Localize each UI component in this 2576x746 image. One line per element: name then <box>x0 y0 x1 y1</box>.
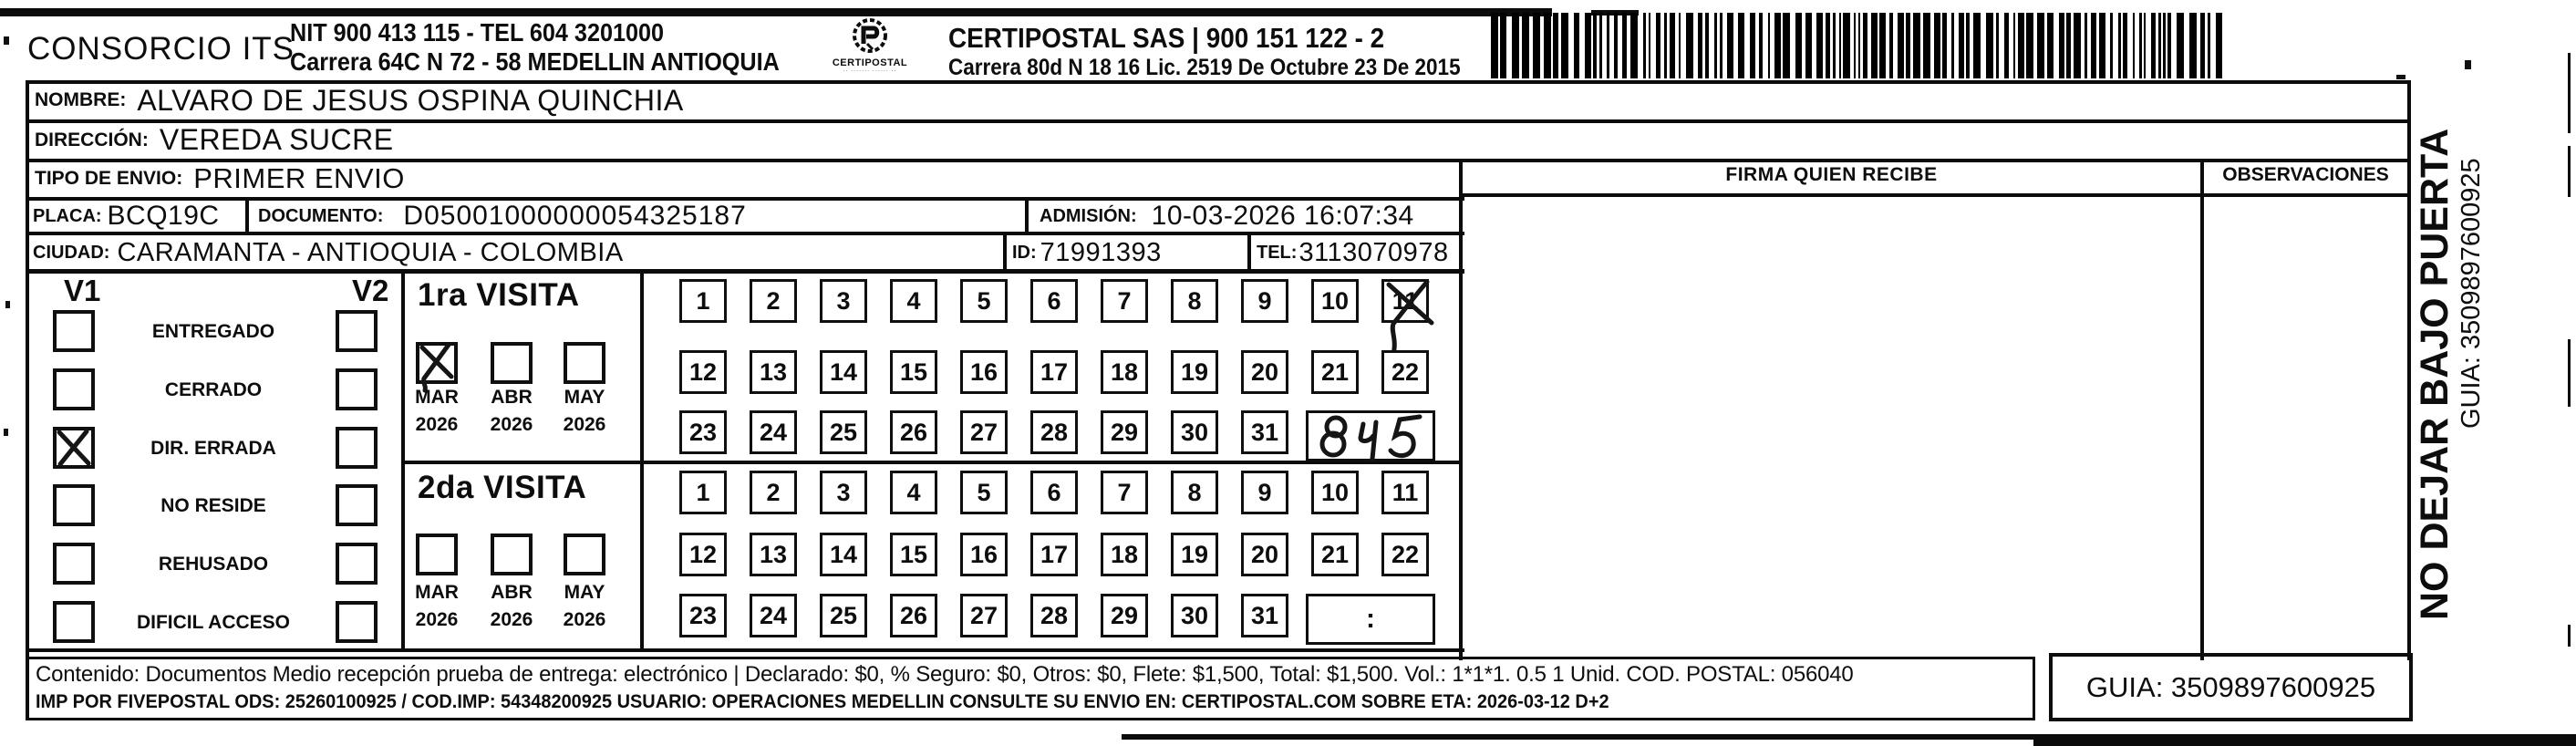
barcode-bar <box>1533 13 1540 78</box>
status-option-label: CERRADO <box>164 378 263 400</box>
v1-header: V1 <box>64 274 101 307</box>
month-label: ABR <box>491 582 533 603</box>
day-checkbox-4[interactable]: 4 <box>890 471 937 514</box>
day-checkbox-5[interactable]: 5 <box>960 471 1008 514</box>
barcode-bar <box>1561 13 1568 78</box>
day-checkbox-12[interactable]: 12 <box>679 350 727 394</box>
barcode-bar <box>1656 13 1660 78</box>
documento-label: DOCUMENTO: <box>258 205 384 226</box>
day-checkbox-23[interactable]: 23 <box>679 410 727 454</box>
side-note-no-dejar: NO DEJAR BAJO PUERTA <box>2413 128 2457 621</box>
status-option-label: DIFICIL ACCESO <box>136 612 290 633</box>
day-checkbox-25[interactable]: 25 <box>820 594 867 637</box>
barcode-bar <box>2099 13 2105 78</box>
barcode-bar <box>1599 13 1602 78</box>
barcode-bar <box>2151 13 2156 78</box>
month-label: MAY <box>564 387 605 408</box>
day-checkbox-22[interactable]: 22 <box>1381 350 1429 394</box>
direccion-value: VEREDA SUCRE <box>159 123 394 156</box>
certipostal-logo-label: CERTIPOSTAL <box>832 57 908 68</box>
handwritten-x-mark <box>52 425 103 483</box>
day-checkbox-22[interactable]: 22 <box>1381 533 1429 576</box>
tel-label: TEL: <box>1257 242 1298 263</box>
status-option-label: NO RESIDE <box>160 495 266 517</box>
barcode-bar <box>1898 13 1904 78</box>
right-edge-scan-line <box>2568 625 2571 647</box>
day-checkbox-18[interactable]: 18 <box>1101 350 1148 394</box>
second-visit-title: 2da VISITA <box>418 470 587 505</box>
id-label: ID: <box>1012 242 1037 263</box>
tel-value: 3113070978 <box>1298 237 1449 267</box>
right-edge-scan-line <box>2568 339 2571 407</box>
month-checkbox-abr[interactable] <box>491 342 533 384</box>
v2-checkbox-cerrado[interactable] <box>336 368 378 410</box>
firma-quien-recibe-header: FIRMA QUIEN RECIBE <box>1725 164 1938 185</box>
top-scan-bar <box>0 8 1552 16</box>
day-checkbox-25[interactable]: 25 <box>820 410 867 454</box>
first-visit-title: 1ra VISITA <box>418 277 580 313</box>
observaciones-area[interactable] <box>2204 197 2407 648</box>
barcode-bar <box>1705 13 1709 78</box>
barcode-bar <box>1714 13 1717 78</box>
certipostal-logo <box>828 16 912 77</box>
barcode-bar <box>1553 13 1558 78</box>
day-checkbox-30[interactable]: 30 <box>1171 410 1218 454</box>
day-checkbox-24[interactable]: 24 <box>750 410 797 454</box>
month-checkbox-mar[interactable] <box>416 534 458 575</box>
day-checkbox-6[interactable]: 6 <box>1030 471 1078 514</box>
day-checkbox-11[interactable]: 11 <box>1381 471 1429 514</box>
status-option-label: REHUSADO <box>158 554 269 575</box>
barcode-bar <box>2013 13 2015 78</box>
barcode-bar <box>2110 13 2113 78</box>
barcode-bar <box>1679 13 1681 78</box>
day-checkbox-2[interactable]: 2 <box>750 471 797 514</box>
barcode-bar <box>1574 13 1579 78</box>
month-year-label: 2026 <box>563 609 606 630</box>
day-checkbox-1[interactable]: 1 <box>679 279 727 323</box>
right-edge-scan-line <box>2568 53 2571 133</box>
footer-info-box <box>26 657 2035 720</box>
footer-line2: IMP POR FIVEPOSTAL ODS: 25260100925 / COD.IMP: 54348200925 USUARIO: OPERACIONES MEDELLIN CONSULTE SU ENVIO EN: CERTIPOSTAL.COM SOBRE ETA: 2026-03-12 D+2 <box>36 691 1609 712</box>
barcode-bar <box>1805 13 1812 78</box>
day-checkbox-26[interactable]: 26 <box>890 410 937 454</box>
barcode-bar <box>1664 13 1667 78</box>
barcode-bar <box>1871 13 1878 78</box>
month-year-label: 2026 <box>490 609 533 630</box>
day-checkbox-30[interactable]: 30 <box>1171 594 1218 637</box>
barcode-bar <box>1839 13 1841 78</box>
right-edge-scan-line <box>2568 146 2571 197</box>
day-checkbox-13[interactable]: 13 <box>750 350 797 394</box>
v2-checkbox-dificil-acceso[interactable] <box>336 601 378 643</box>
certipostal-logo-subtext: ·· ······· ······ ·· <box>843 68 897 74</box>
month-year-label: 2026 <box>415 609 459 630</box>
barcode-bar <box>1630 13 1638 78</box>
barcode-bar <box>1585 13 1591 78</box>
day-checkbox-27[interactable]: 27 <box>960 410 1008 454</box>
day-checkbox-31[interactable]: 31 <box>1241 594 1288 637</box>
ciudad-label: CIUDAD: <box>33 242 110 263</box>
nombre-label: NOMBRE: <box>35 89 127 110</box>
certipostal-line2: Carrera 80d N 18 16 Lic. 2519 De Octubre 23 De 2015 <box>948 55 1461 80</box>
day-checkbox-28[interactable]: 28 <box>1030 594 1078 637</box>
day-checkbox-23[interactable]: 23 <box>679 594 727 637</box>
day-checkbox-24[interactable]: 24 <box>750 594 797 637</box>
barcode-bar <box>2026 13 2033 78</box>
barcode-bar <box>1906 13 1910 78</box>
day-checkbox-20[interactable]: 20 <box>1241 533 1288 576</box>
day-checkbox-28[interactable]: 28 <box>1030 410 1078 454</box>
status-option-label: ENTREGADO <box>151 321 275 342</box>
certipostal-logo-icon <box>849 16 891 57</box>
barcode-bar <box>1942 13 1947 78</box>
status-option-label: DIR. ERRADA <box>150 437 276 459</box>
guia-number: GUIA: 3509897600925 <box>2085 670 2376 703</box>
v1-checkbox-rehusado[interactable] <box>53 543 95 585</box>
barcode-bar <box>1544 13 1551 78</box>
side-note-guia: GUIA: 3509897600925 <box>2457 158 2486 430</box>
barcode-bar <box>1816 13 1823 78</box>
day-checkbox-8[interactable]: 8 <box>1171 471 1218 514</box>
month-year-label: 2026 <box>490 414 533 435</box>
barcode-bar <box>1649 13 1650 78</box>
barcode-bar <box>1889 13 1893 78</box>
barcode-bar <box>2158 13 2161 78</box>
barcode-bar <box>2208 13 2210 78</box>
v1-checkbox-dir-errada[interactable] <box>53 427 95 469</box>
v2-checkbox-dir-errada[interactable] <box>336 427 378 469</box>
barcode-bar <box>1593 13 1597 78</box>
month-label: MAY <box>564 582 605 603</box>
barcode-bar <box>2123 13 2127 78</box>
day-checkbox-6[interactable]: 6 <box>1030 279 1078 323</box>
footer-line1: Contenido: Documentos Medio recepción prueba de entrega: electrónico | Declarado: $0, % Seguro: $0, Otros: $0, Flete: $1,500, Total: $1,500. Vol.: 1*1*1. 0.5 1 Unid. COD. POSTAL: 056040 <box>36 662 1854 687</box>
day-checkbox-31[interactable]: 31 <box>1241 410 1288 454</box>
day-checkbox-10[interactable]: 10 <box>1311 471 1359 514</box>
barcode-bar <box>2085 13 2087 78</box>
day-checkbox-7[interactable]: 7 <box>1101 279 1148 323</box>
ciudad-value: CARAMANTA - ANTIOQUIA - COLOMBIA <box>117 237 624 267</box>
month-label: MAR <box>415 387 459 408</box>
documento-value: D05001000000054325187 <box>403 201 747 231</box>
barcode-bar <box>1833 13 1836 78</box>
v2-checkbox-rehusado[interactable] <box>336 543 378 585</box>
day-checkbox-18[interactable]: 18 <box>1101 533 1148 576</box>
barcode-bar <box>2200 13 2205 78</box>
barcode-bar <box>1614 13 1618 78</box>
observaciones-header: OBSERVACIONES <box>2222 164 2389 185</box>
month-year-label: 2026 <box>415 414 459 435</box>
day-checkbox-5[interactable]: 5 <box>960 279 1008 323</box>
barcode-bar <box>2139 13 2142 78</box>
barcode-bar <box>2118 13 2121 78</box>
scan-dot <box>2465 60 2471 69</box>
month-label: MAR <box>415 582 459 603</box>
day-checkbox-27[interactable]: 27 <box>960 594 1008 637</box>
v2-checkbox-entregado[interactable] <box>336 310 378 352</box>
day-checkbox-19[interactable]: 19 <box>1171 350 1218 394</box>
barcode-bar <box>1750 13 1755 78</box>
admision-label: ADMISIÓN: <box>1040 205 1137 226</box>
scan-dot <box>2396 75 2405 79</box>
day-checkbox-10[interactable]: 10 <box>1311 279 1359 323</box>
id-value: 71991393 <box>1040 237 1162 267</box>
scan-dot <box>4 36 9 45</box>
day-checkbox-29[interactable]: 29 <box>1101 594 1148 637</box>
v1-checkbox-entregado[interactable] <box>53 310 95 352</box>
barcode-bar <box>1607 13 1609 78</box>
handwritten-845 <box>1312 409 1431 462</box>
barcode-bar <box>2144 13 2146 78</box>
second-visit-time-box[interactable] <box>1306 594 1435 645</box>
month-checkbox-abr[interactable] <box>491 534 533 575</box>
scan-dot <box>5 301 10 308</box>
day-checkbox-13[interactable]: 13 <box>750 533 797 576</box>
v2-checkbox-no-reside[interactable] <box>336 484 378 526</box>
barcode-bar <box>2133 13 2135 78</box>
day-checkbox-11[interactable]: 11 <box>1381 279 1429 323</box>
first-visit-time-box[interactable] <box>1306 410 1435 461</box>
placa-value: BCQ19C <box>107 201 220 231</box>
firma-signature-area[interactable] <box>1463 197 2200 648</box>
nombre-value: ALVARO DE JESUS OSPINA QUINCHIA <box>137 83 684 117</box>
v1-checkbox-no-reside[interactable] <box>53 484 95 526</box>
barcode-bar <box>1759 13 1763 78</box>
barcode-bar <box>2047 13 2054 78</box>
admision-value: 10-03-2026 16:07:34 <box>1151 201 1414 231</box>
day-checkbox-16[interactable]: 16 <box>960 350 1008 394</box>
day-checkbox-8[interactable]: 8 <box>1171 279 1218 323</box>
day-checkbox-15[interactable]: 15 <box>890 533 937 576</box>
barcode-bar <box>1934 13 1940 78</box>
handwritten-cross-out <box>1377 275 1441 362</box>
barcode-bar <box>1670 13 1675 78</box>
barcode-bar <box>1768 13 1770 78</box>
company-name: CONSORCIO ITS <box>27 31 295 67</box>
day-checkbox-4[interactable]: 4 <box>890 279 937 323</box>
day-checkbox-29[interactable]: 29 <box>1101 410 1148 454</box>
day-checkbox-14[interactable]: 14 <box>820 350 867 394</box>
company-nit-line: NIT 900 413 115 - TEL 604 3201000 <box>290 18 665 47</box>
day-checkbox-17[interactable]: 17 <box>1030 533 1078 576</box>
day-checkbox-12[interactable]: 12 <box>679 533 727 576</box>
barcode-bar <box>1863 13 1867 78</box>
month-checkbox-mar[interactable] <box>416 342 458 384</box>
barcode-bar <box>1858 13 1860 78</box>
barcode-bar <box>1879 13 1886 78</box>
barcode-bar <box>1843 13 1850 78</box>
day-checkbox-9[interactable]: 9 <box>1241 279 1288 323</box>
barcode-bar <box>1686 13 1693 78</box>
day-checkbox-19[interactable]: 19 <box>1171 533 1218 576</box>
bottom-scan-line <box>2033 738 2576 746</box>
day-checkbox-26[interactable]: 26 <box>890 594 937 637</box>
barcode-bar <box>2163 13 2166 78</box>
day-checkbox-1[interactable]: 1 <box>679 471 727 514</box>
barcode-bar <box>1854 13 1856 78</box>
day-checkbox-15[interactable]: 15 <box>890 350 937 394</box>
day-checkbox-14[interactable]: 14 <box>820 533 867 576</box>
barcode-bar <box>1973 13 1981 78</box>
barcode-bar <box>1826 13 1830 78</box>
day-checkbox-2[interactable]: 2 <box>750 279 797 323</box>
barcode-bar <box>2004 13 2009 78</box>
month-checkbox-may[interactable] <box>564 342 605 384</box>
barcode-bar <box>1774 13 1781 78</box>
barcode-bar <box>2091 13 2096 78</box>
month-year-label: 2026 <box>563 414 606 435</box>
tipo-envio-label: TIPO DE ENVIO: <box>35 168 183 189</box>
barcode-bar <box>1727 13 1733 78</box>
v2-header: V2 <box>352 274 389 307</box>
v1-checkbox-dificil-acceso[interactable] <box>53 601 95 643</box>
barcode-bar <box>1996 13 1999 78</box>
barcode-bar <box>1923 13 1930 78</box>
day-checkbox-21[interactable]: 21 <box>1311 533 1359 576</box>
day-checkbox-9[interactable]: 9 <box>1241 471 1288 514</box>
barcode-bar <box>2167 13 2171 78</box>
barcode-bar <box>1966 13 1970 78</box>
time-colon: : <box>1366 604 1375 634</box>
barcode-bar <box>1795 13 1802 78</box>
day-checkbox-20[interactable]: 20 <box>1241 350 1288 394</box>
barcode-bar <box>2074 13 2081 78</box>
day-checkbox-21[interactable]: 21 <box>1311 350 1359 394</box>
day-checkbox-17[interactable]: 17 <box>1030 350 1078 394</box>
day-checkbox-16[interactable]: 16 <box>960 533 1008 576</box>
barcode-bar <box>1720 13 1723 78</box>
barcode-bar <box>2189 13 2197 78</box>
barcode-bar <box>1913 13 1920 78</box>
barcode-bar <box>1738 13 1744 78</box>
month-label: ABR <box>491 387 533 408</box>
day-checkbox-7[interactable]: 7 <box>1101 471 1148 514</box>
direccion-label: DIRECCIÓN: <box>35 129 149 150</box>
barcode-bar <box>1986 13 1993 78</box>
barcode-bar <box>1959 13 1964 78</box>
barcode <box>1491 13 2231 78</box>
barcode-bar <box>2018 13 2024 78</box>
month-checkbox-may[interactable] <box>564 534 605 575</box>
barcode-bar <box>1522 13 1529 78</box>
barcode-bar <box>2037 13 2044 78</box>
tipo-envio-value: PRIMER ENVIO <box>193 162 405 194</box>
placa-label: PLACA: <box>33 205 102 226</box>
barcode-bar <box>1622 13 1627 78</box>
barcode-bar <box>2066 13 2071 78</box>
day-checkbox-3[interactable]: 3 <box>820 279 867 323</box>
company-address-line: Carrera 64C N 72 - 58 MEDELLIN ANTIOQUIA <box>290 47 780 76</box>
certipostal-line1: CERTIPOSTAL SAS | 900 151 122 - 2 <box>948 22 1385 54</box>
barcode-bar <box>1783 13 1790 78</box>
barcode-bar <box>1951 13 1954 78</box>
barcode-bar <box>2059 13 2064 78</box>
day-checkbox-3[interactable]: 3 <box>820 471 867 514</box>
barcode-bar <box>2177 13 2184 78</box>
guia-box <box>2049 653 2413 721</box>
scan-dot <box>4 429 8 436</box>
barcode-bar <box>1698 13 1702 78</box>
barcode-bar <box>1643 13 1646 78</box>
barcode-bar <box>2216 13 2222 78</box>
v1-checkbox-cerrado[interactable] <box>53 368 95 410</box>
